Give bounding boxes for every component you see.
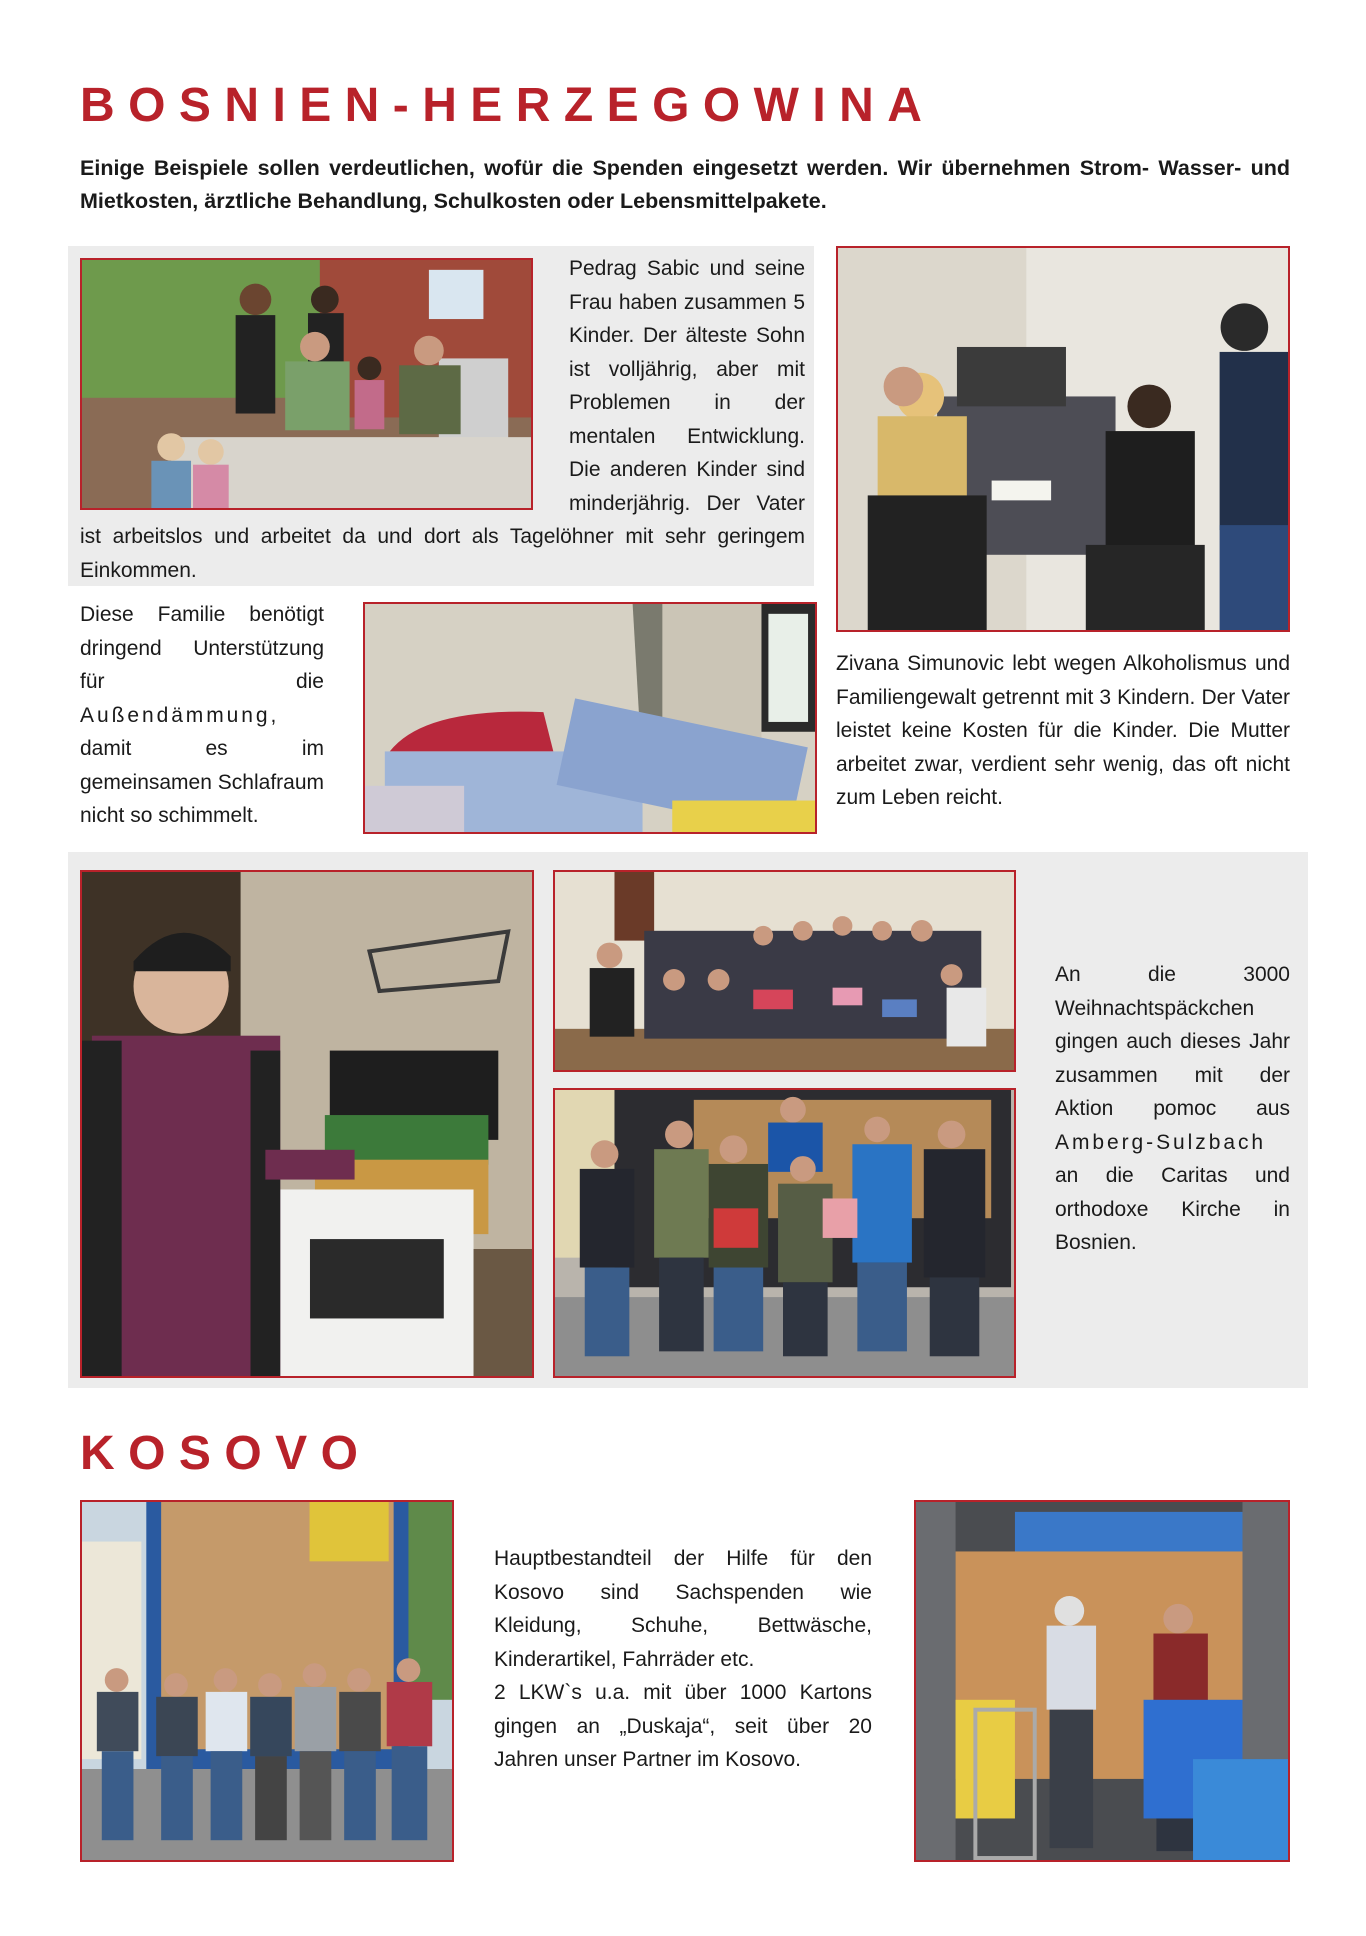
sabic-story-text: Pedrag Sabic und seine Frau haben zusammen 5 Kinder. Der älteste Sohn ist volljährig, aber mit Problemen in der mentalen Entwicklung. Die anderen Kinder sind minderjährig. Der Vater ist arbeitslos und arbeitet da und dort als Tagelöhner mit sehr geringem Einkommen. <box>80 257 805 582</box>
section-heading-kosovo: KOSOVO <box>80 1427 372 1480</box>
christmas-place: Amberg-Sulzbach <box>1055 1130 1267 1154</box>
christmas-text-a: An die 3000 Weihnachtspäckchen gingen auch dieses Jahr zusammen mit der Aktion pomoc aus <box>1055 963 1290 1120</box>
intro-paragraph: Einige Beispiele sollen verdeutlichen, wofür die Spenden eingesetzt werden. Wir übernehmen Strom- Wasser- und Mietkosten, ärztliche Behandlung, Schulkosten oder Lebensmittelpakete. <box>80 156 1290 213</box>
church-children-parcels-photo <box>553 870 1016 1072</box>
christmas-text-b: an die Caritas und orthodoxe Kirche in Bosnien. <box>1055 1164 1290 1254</box>
kosovo-text-b: 2 LKW`s u.a. mit über 1000 Kartons gingen an „Duskaja“, seit über 20 Jahren unser Partner im Kosovo. <box>494 1681 872 1771</box>
zivana-story: Zivana Simunovic lebt wegen Alkoholismus und Familiengewalt getrennt mit 3 Kindern. Der Vater leistet keine Kosten für die Kinder. Die Mutter arbeitet zwar, verdient sehr wenig, das oft nicht zum Leben reicht. <box>836 652 1290 809</box>
insulation-keyword: Außendämmung, <box>80 703 280 727</box>
mould-bedroom-photo <box>363 602 817 834</box>
kosovo-team-truck-photo <box>80 1500 454 1862</box>
sabic-family-photo <box>80 258 533 510</box>
elderly-woman-parcels-photo <box>80 870 534 1378</box>
insulation-text-a: Diese Familie benötigt dringend Unterstützung für die <box>80 603 324 693</box>
kosovo-text-a: Hauptbestandteil der Hilfe für den Kosovo sind Sachspenden wie Kleidung, Schuhe, Bettwäsche, Kinderartikel, Fahrräder etc. <box>494 1547 872 1671</box>
volunteers-truck-photo <box>553 1088 1016 1378</box>
sabic-story <box>80 252 805 587</box>
kosovo-story <box>494 1542 872 1777</box>
section-heading-bosnia: BOSNIEN-HERZEGOWINA <box>80 79 936 132</box>
insulation-text-b: damit es im gemeinsamen Schlafraum nicht so schimmelt. <box>80 737 324 827</box>
christmas-parcels-text <box>1055 958 1290 1260</box>
kosovo-truck-loading-photo <box>914 1500 1290 1862</box>
zivana-family-photo <box>836 246 1290 632</box>
insulation-need-text <box>80 598 324 833</box>
